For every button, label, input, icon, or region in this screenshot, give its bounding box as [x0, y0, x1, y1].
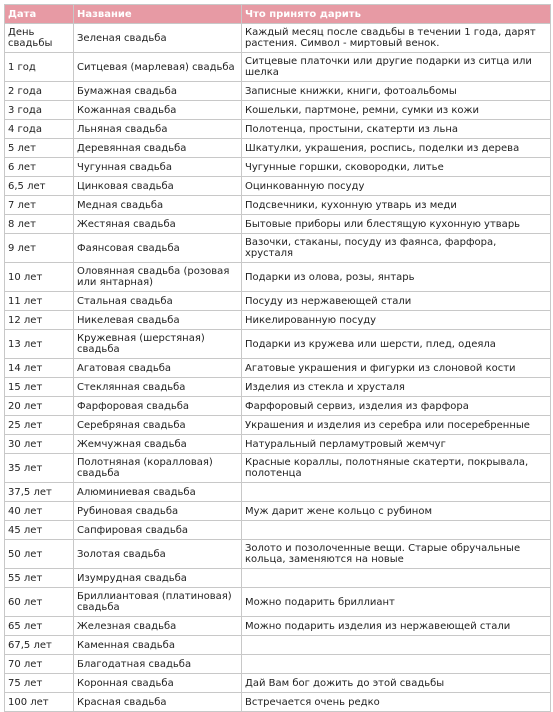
cell-date: 45 лет — [5, 521, 74, 540]
cell-date: 35 лет — [5, 454, 74, 483]
anniversary-table — [4, 4, 551, 712]
cell-gift: Натуральный перламутровый жемчуг — [242, 435, 551, 454]
column-header-name: Название — [74, 5, 242, 24]
table-row — [5, 588, 551, 617]
table-row — [5, 483, 551, 502]
cell-gift: Фарфоровый сервиз, изделия из фарфора — [242, 397, 551, 416]
cell-gift: Записные книжки, книги, фотоальбомы — [242, 82, 551, 101]
cell-gift: Кошельки, партмоне, ремни, сумки из кожи — [242, 101, 551, 120]
cell-date: 10 лет — [5, 263, 74, 292]
cell-name: Рубиновая свадьба — [74, 502, 242, 521]
cell-name: Чугунная свадьба — [74, 158, 242, 177]
cell-date: 67,5 лет — [5, 636, 74, 655]
cell-gift: Можно подарить изделия из нержавеющей стали — [242, 617, 551, 636]
cell-gift: Оцинкованную посуду — [242, 177, 551, 196]
cell-date: 13 лет — [5, 330, 74, 359]
table-row — [5, 196, 551, 215]
cell-gift: Подсвечники, кухонную утварь из меди — [242, 196, 551, 215]
column-header-date: Дата — [5, 5, 74, 24]
cell-gift: Ситцевые платочки или другие подарки из ситца или шелка — [242, 53, 551, 82]
table-header-row — [5, 5, 551, 24]
cell-name: Оловянная свадьба (розовая или янтарная) — [74, 263, 242, 292]
cell-gift: Золото и позолоченные вещи. Старые обручальные кольца, заменяются на новые — [242, 540, 551, 569]
cell-date: 8 лет — [5, 215, 74, 234]
cell-name: Полотняная (коралловая) свадьба — [74, 454, 242, 483]
cell-name: Изумрудная свадьба — [74, 569, 242, 588]
table-row — [5, 139, 551, 158]
cell-gift: Муж дарит жене кольцо с рубином — [242, 502, 551, 521]
cell-name: Льняная свадьба — [74, 120, 242, 139]
cell-name: Кружевная (шерстяная) свадьба — [74, 330, 242, 359]
cell-gift: Агатовые украшения и фигурки из слоновой кости — [242, 359, 551, 378]
cell-date: 12 лет — [5, 311, 74, 330]
cell-date: 50 лет — [5, 540, 74, 569]
cell-name: Зеленая свадьба — [74, 24, 242, 53]
table-row — [5, 502, 551, 521]
cell-name: Агатовая свадьба — [74, 359, 242, 378]
cell-gift: Украшения и изделия из серебра или посеребренные — [242, 416, 551, 435]
cell-name: Каменная свадьба — [74, 636, 242, 655]
cell-date: 30 лет — [5, 435, 74, 454]
cell-name: Медная свадьба — [74, 196, 242, 215]
cell-date: 25 лет — [5, 416, 74, 435]
table-row — [5, 330, 551, 359]
cell-date: 100 лет — [5, 693, 74, 712]
cell-date: 9 лет — [5, 234, 74, 263]
table-row — [5, 416, 551, 435]
cell-date: 11 лет — [5, 292, 74, 311]
table-row — [5, 454, 551, 483]
cell-gift: Изделия из стекла и хрусталя — [242, 378, 551, 397]
cell-gift: Можно подарить бриллиант — [242, 588, 551, 617]
cell-name: Жемчужная свадьба — [74, 435, 242, 454]
cell-name: Железная свадьба — [74, 617, 242, 636]
cell-name: Фарфоровая свадьба — [74, 397, 242, 416]
cell-date: 20 лет — [5, 397, 74, 416]
table-row — [5, 215, 551, 234]
cell-name: Алюминиевая свадьба — [74, 483, 242, 502]
cell-gift: Встречается очень редко — [242, 693, 551, 712]
table-row — [5, 120, 551, 139]
table-row — [5, 655, 551, 674]
cell-gift — [242, 483, 551, 502]
cell-date: 60 лет — [5, 588, 74, 617]
cell-name: Ситцевая (марлевая) свадьба — [74, 53, 242, 82]
cell-gift — [242, 521, 551, 540]
cell-date: 70 лет — [5, 655, 74, 674]
cell-date: 6 лет — [5, 158, 74, 177]
cell-gift: Дай Вам бог дожить до этой свадьбы — [242, 674, 551, 693]
cell-gift: Чугунные горшки, сковородки, литье — [242, 158, 551, 177]
table-body — [5, 24, 551, 712]
cell-gift — [242, 569, 551, 588]
cell-name: Бумажная свадьба — [74, 82, 242, 101]
table-row — [5, 311, 551, 330]
table-row — [5, 359, 551, 378]
cell-date: 14 лет — [5, 359, 74, 378]
cell-gift: Бытовые приборы или блестящую кухонную утварь — [242, 215, 551, 234]
cell-date: 4 года — [5, 120, 74, 139]
table-row — [5, 53, 551, 82]
cell-gift — [242, 636, 551, 655]
cell-gift: Вазочки, стаканы, посуду из фаянса, фарфора, хрусталя — [242, 234, 551, 263]
cell-name: Бриллиантовая (платиновая) свадьба — [74, 588, 242, 617]
cell-name: Стальная свадьба — [74, 292, 242, 311]
table-row — [5, 435, 551, 454]
table-row — [5, 158, 551, 177]
cell-name: Стеклянная свадьба — [74, 378, 242, 397]
cell-name: Сапфировая свадьба — [74, 521, 242, 540]
cell-gift: Красные кораллы, полотняные скатерти, покрывала, полотенца — [242, 454, 551, 483]
cell-name: Золотая свадьба — [74, 540, 242, 569]
cell-date: 15 лет — [5, 378, 74, 397]
cell-date: 7 лет — [5, 196, 74, 215]
cell-name: Жестяная свадьба — [74, 215, 242, 234]
cell-gift: Шкатулки, украшения, роспись, поделки из дерева — [242, 139, 551, 158]
cell-gift: Подарки из кружева или шерсти, плед, одеяла — [242, 330, 551, 359]
cell-gift: Никелированную посуду — [242, 311, 551, 330]
cell-name: Деревянная свадьба — [74, 139, 242, 158]
cell-name: Фаянсовая свадьба — [74, 234, 242, 263]
cell-gift: Полотенца, простыни, скатерти из льна — [242, 120, 551, 139]
table-row — [5, 101, 551, 120]
table-row — [5, 397, 551, 416]
cell-date: 1 год — [5, 53, 74, 82]
cell-date: 75 лет — [5, 674, 74, 693]
cell-name: Благодатная свадьба — [74, 655, 242, 674]
table-row — [5, 82, 551, 101]
cell-date: 5 лет — [5, 139, 74, 158]
cell-date: 40 лет — [5, 502, 74, 521]
cell-name: Цинковая свадьба — [74, 177, 242, 196]
cell-name: Никелевая свадьба — [74, 311, 242, 330]
table-row — [5, 234, 551, 263]
table-row — [5, 378, 551, 397]
table-row — [5, 263, 551, 292]
cell-date: 2 года — [5, 82, 74, 101]
cell-name: Коронная свадьба — [74, 674, 242, 693]
table-row — [5, 617, 551, 636]
cell-date: День свадьбы — [5, 24, 74, 53]
anniversary-table-container — [4, 4, 550, 712]
cell-name: Красная свадьба — [74, 693, 242, 712]
table-row — [5, 693, 551, 712]
cell-gift: Посуду из нержавеющей стали — [242, 292, 551, 311]
table-row — [5, 636, 551, 655]
table-row — [5, 24, 551, 53]
cell-date: 6,5 лет — [5, 177, 74, 196]
table-row — [5, 521, 551, 540]
table-row — [5, 177, 551, 196]
column-header-gift: Что принято дарить — [242, 5, 551, 24]
cell-gift — [242, 655, 551, 674]
cell-gift: Подарки из олова, розы, янтарь — [242, 263, 551, 292]
table-row — [5, 569, 551, 588]
cell-name: Кожанная свадьба — [74, 101, 242, 120]
cell-date: 37,5 лет — [5, 483, 74, 502]
cell-date: 3 года — [5, 101, 74, 120]
cell-date: 55 лет — [5, 569, 74, 588]
table-row — [5, 540, 551, 569]
cell-gift: Каждый месяц после свадьбы в течении 1 года, дарят растения. Символ - миртовый венок. — [242, 24, 551, 53]
table-row — [5, 292, 551, 311]
cell-date: 65 лет — [5, 617, 74, 636]
cell-name: Серебряная свадьба — [74, 416, 242, 435]
